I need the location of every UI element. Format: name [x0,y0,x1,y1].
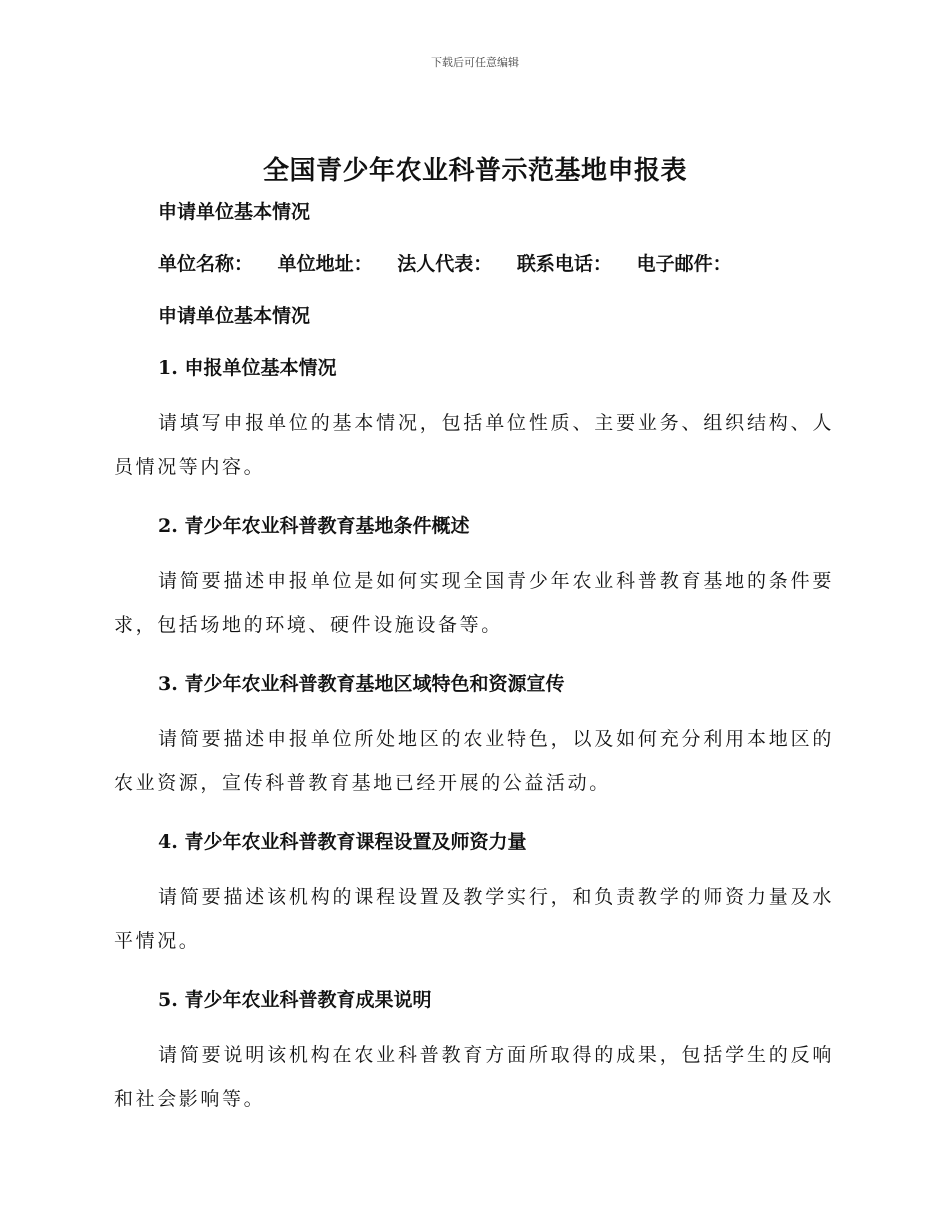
field-label-email: 电子邮件： [636,253,732,275]
section-heading: 5. 青少年农业科普教育成果说明 [158,989,432,1011]
document-body [114,195,834,1121]
header-note: 下载后可任意编辑 [431,56,519,69]
section-body: 请简要描述申报单位所处地区的农业特色，以及如何充分利用本地区的农业资源，宣传科普教育基地已经开展的公益活动。 [114,728,834,794]
section-heading: 2. 青少年农业科普教育基地条件概述 [158,515,470,537]
section-5 [114,985,834,1121]
section-1 [114,353,834,489]
basic-info-label-repeat: 申请单位基本情况 [158,305,311,327]
section-3 [114,669,834,805]
field-label-legal-rep: 法人代表： [397,253,493,275]
section-body: 请简要描述申报单位是如何实现全国青少年农业科普教育基地的条件要求，包括场地的环境、硬件设施设备等。 [114,570,834,636]
document-title: 全国青少年农业科普示范基地申报表 [262,156,687,186]
field-label-unit-name: 单位名称： [158,253,254,275]
section-2 [114,511,834,647]
field-label-phone: 联系电话： [516,253,612,275]
section-heading: 3. 青少年农业科普教育基地区域特色和资源宣传 [158,673,565,695]
field-label-unit-address: 单位地址： [277,253,373,275]
section-body: 请简要说明该机构在农业科普教育方面所取得的成果，包括学生的反响和社会影响等。 [114,1044,834,1110]
section-4 [114,827,834,963]
basic-info-label: 申请单位基本情况 [158,201,311,223]
section-body: 请填写申报单位的基本情况，包括单位性质、主要业务、组织结构、人员情况等内容。 [114,412,834,478]
section-heading: 4. 青少年农业科普教育课程设置及师资力量 [158,831,527,853]
section-heading: 1. 申报单位基本情况 [158,357,337,379]
section-body: 请简要描述该机构的课程设置及教学实行，和负责教学的师资力量及水平情况。 [114,886,834,952]
field-labels-row [114,249,834,279]
